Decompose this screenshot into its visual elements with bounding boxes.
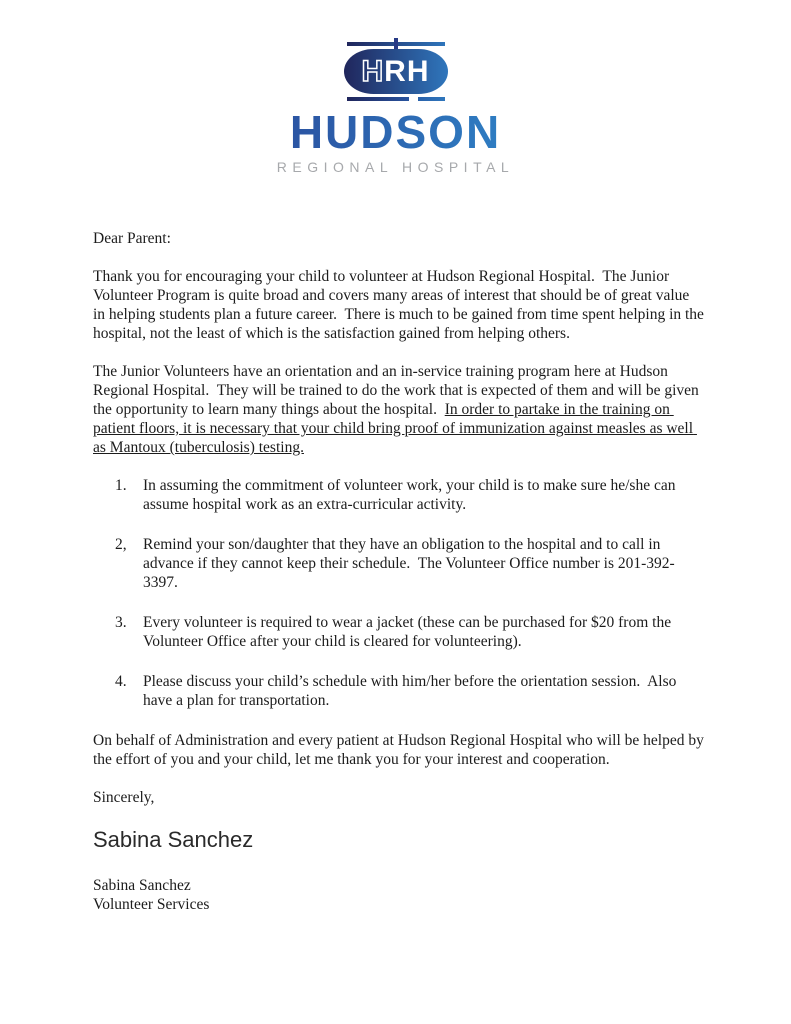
badge-monogram-outline-letter: H: [361, 54, 385, 88]
hospital-name: HUDSON: [0, 108, 791, 156]
list-item-text: Every volunteer is required to wear a jacket (these can be purchased for $20 from the Volunteer Office after your child is cleared for volunteering).: [143, 614, 675, 650]
paragraph-training: [93, 362, 705, 457]
badge-body: [344, 49, 448, 94]
list-item-number: 1.: [115, 477, 127, 494]
salutation: Dear Parent:: [93, 230, 171, 247]
list-item-number: 2,: [115, 536, 127, 553]
list-item: [93, 476, 705, 514]
list-item: [93, 535, 705, 592]
list-item-text: In assuming the commitment of volunteer work, your child is to make sure he/she can assume hospital work as an extra-curricular activity.: [143, 477, 680, 513]
list-item-number: 4.: [115, 673, 127, 690]
paragraph-intro: Thank you for encouraging your child to volunteer at Hudson Regional Hospital. The Junior Volunteer Program is quite broad and covers many areas of interest that should be of great value in helping students plan a future career. There is much to be gained from time spent helping in the hospital, not the least of which is the satisfaction gained from helping others.: [93, 268, 708, 342]
badge-monogram-solid-letters: RH: [384, 54, 430, 88]
paragraph-training-underlined: In order to partake in the training on patient floors, it is necessary that your child bring proof of immunization against measles as well as Mantoux (tuberculosis) testing.: [93, 401, 697, 456]
paragraph-training-normal: The Junior Volunteers have an orientation and an in-service training program here at Hudson Regional Hospital. They will be trained to do the work that is expected of them and will be given the opportunity to learn many things about the hospital.: [93, 363, 703, 418]
typed-name: Sabina Sanchez: [93, 877, 191, 894]
hrh-badge: [344, 42, 448, 101]
list-item: [93, 613, 705, 651]
hospital-tagline: REGIONAL HOSPITAL: [276, 159, 515, 175]
list-item-number: 3.: [115, 614, 127, 631]
badge-monogram: [361, 54, 430, 88]
badge-top-tick: [394, 38, 398, 49]
hospital-logo: [0, 0, 791, 175]
list-item-text: Please discuss your child’s schedule with him/her before the orientation session. Also have a plan for transportation.: [143, 673, 681, 709]
badge-bottom-bar-left: [347, 97, 409, 101]
signature: Sabina Sanchez: [93, 827, 254, 852]
numbered-list: [93, 476, 705, 710]
letter-body: [93, 229, 708, 914]
badge-bottom-bar-right: [418, 97, 445, 101]
list-item: [93, 672, 705, 710]
paragraph-closing: On behalf of Administration and every patient at Hudson Regional Hospital who will be helped by the effort of you and your child, let me thank you for your interest and cooperation.: [93, 732, 708, 768]
list-item-text: Remind your son/daughter that they have an obligation to the hospital and to call in advance if they cannot keep their schedule. The Volunteer Office number is 201-392-3397.: [143, 536, 675, 591]
typed-title: Volunteer Services: [93, 896, 210, 913]
sign-off: Sincerely,: [93, 789, 155, 806]
